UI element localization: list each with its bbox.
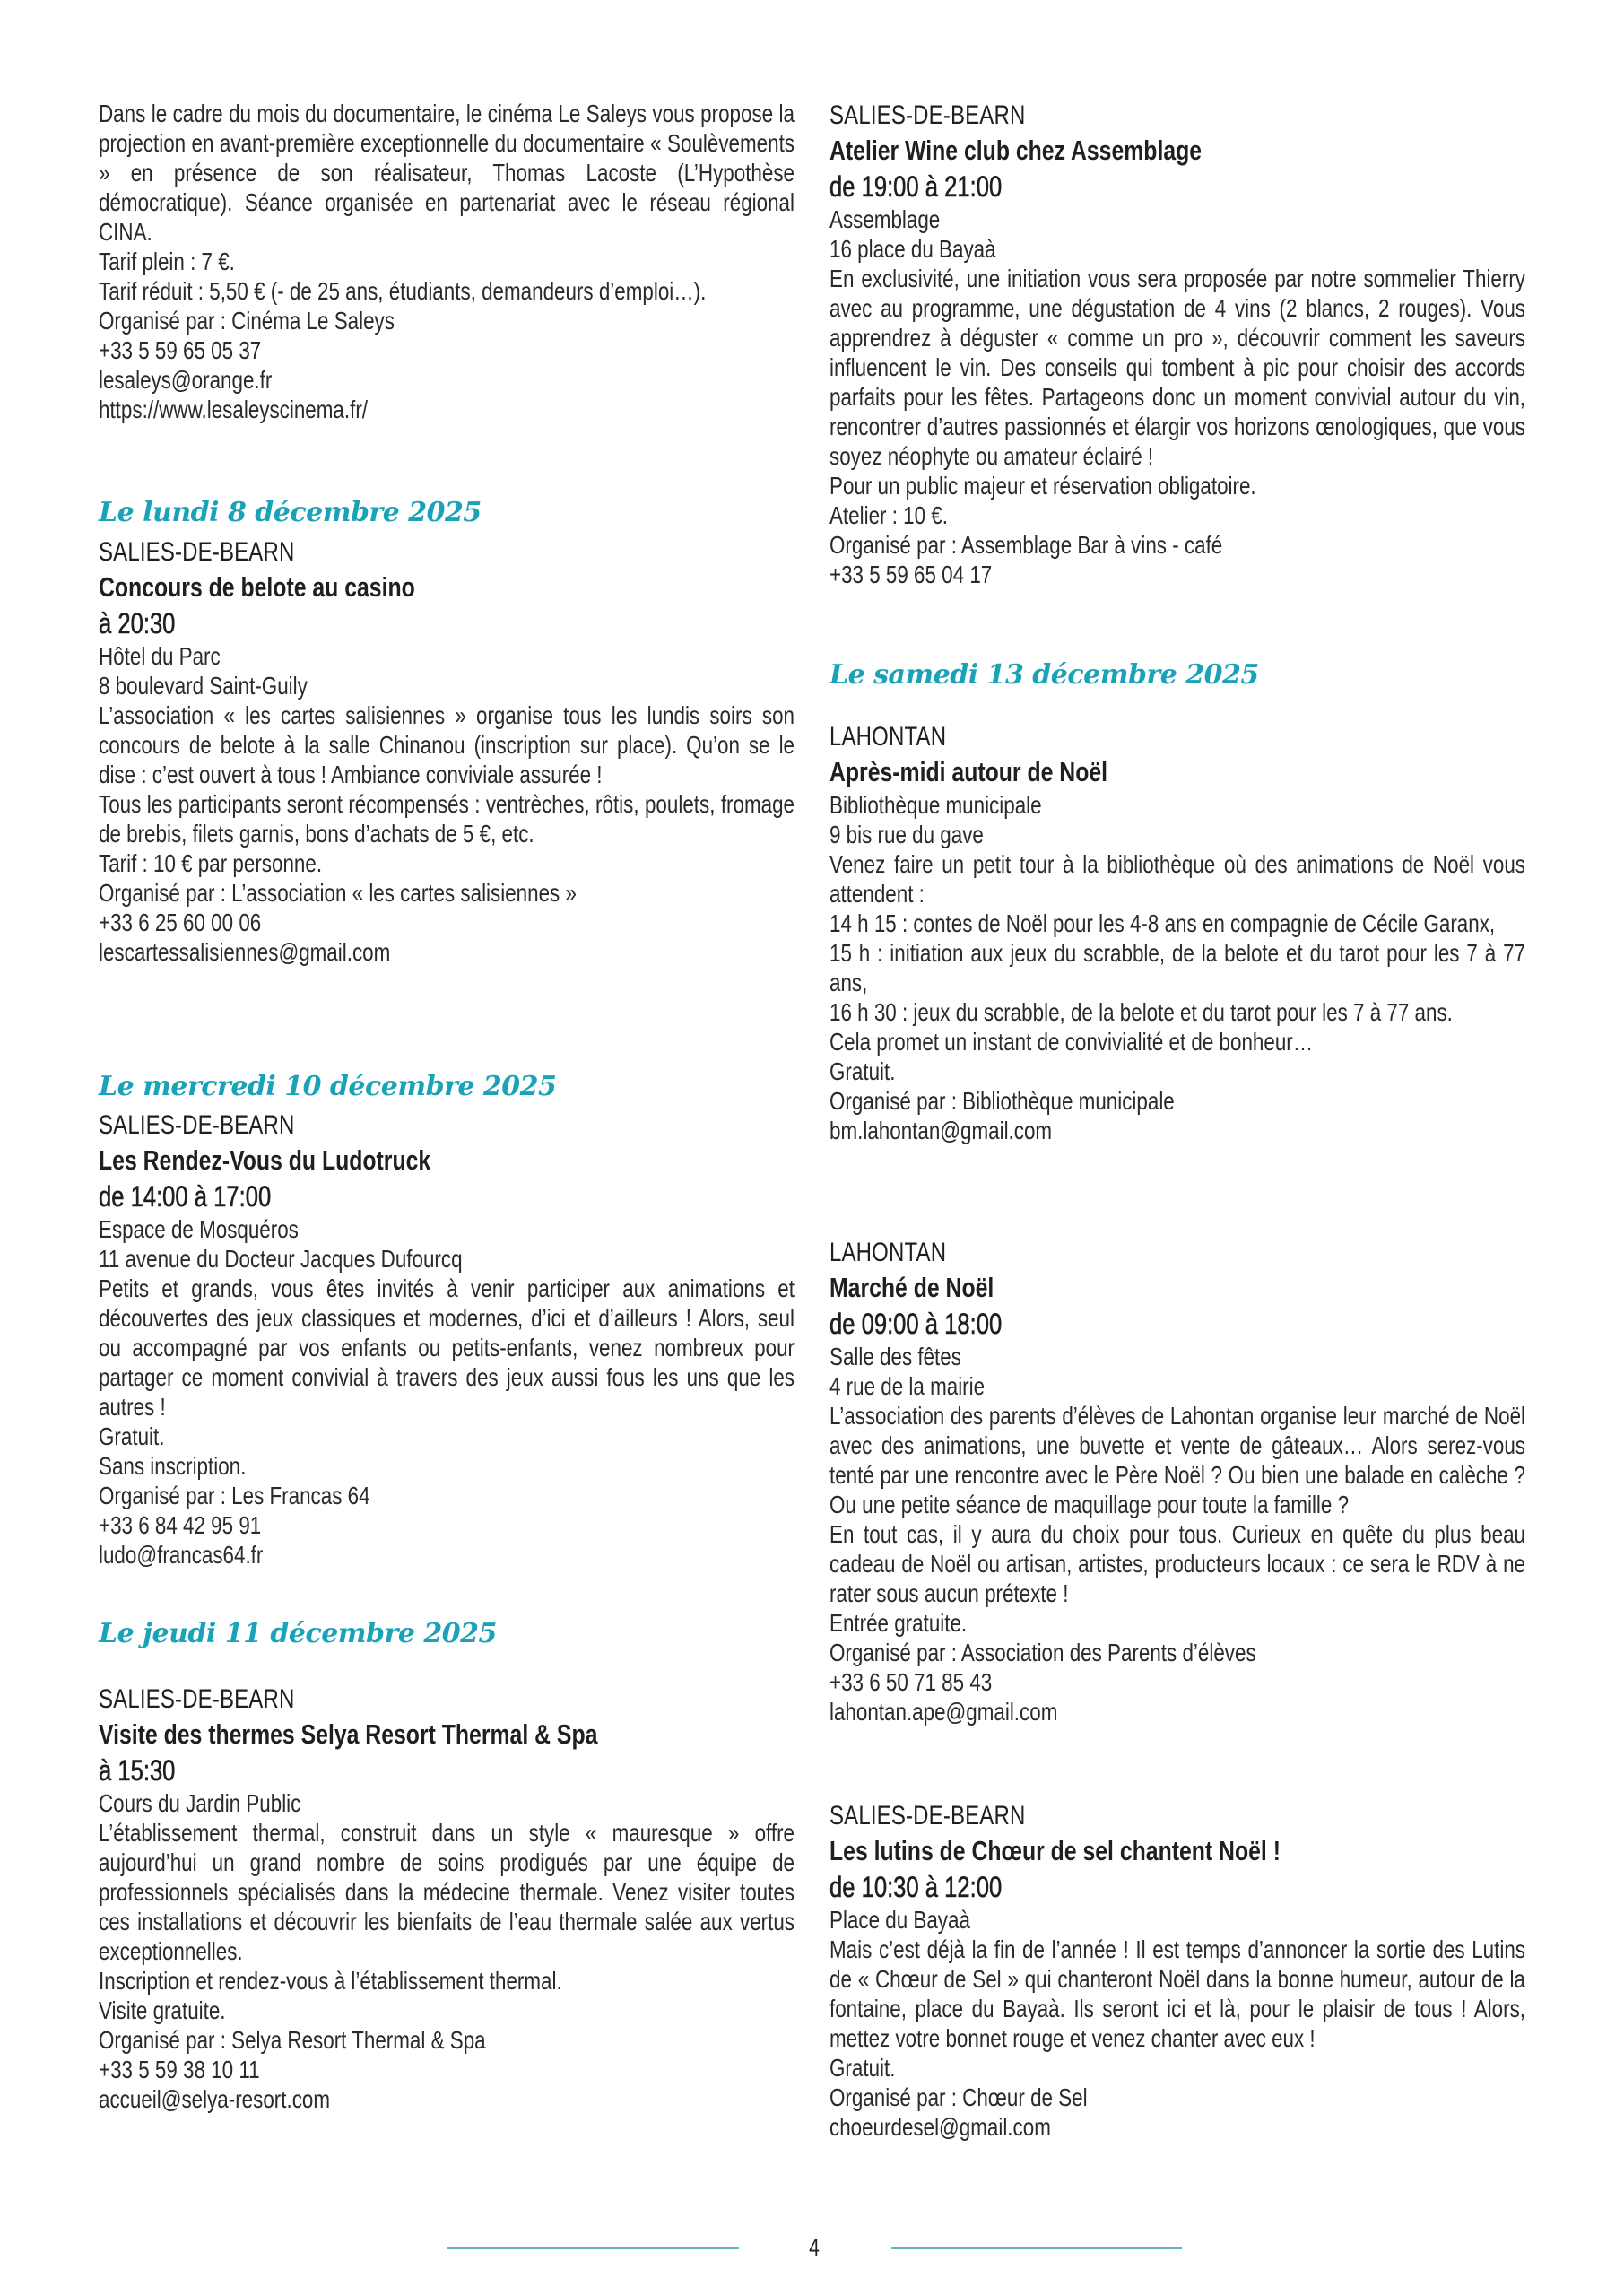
event-venue: Espace de Mosquéros (99, 1215, 299, 1243)
event-paragraph: En exclusivité, une initiation vous sera proposée par notre sommelier Thierry avec au programme, une dégustation de 4 vins (2 blancs, 2 rouges). Vous apprendrez à déguster « comme un pro », découvrir comment les saveurs influencent le vin. Des conseils qui tombent à pic pour choisir des accords parfaits pour les fêtes. Partageons donc un moment convivial autour du vin, rencontrer d’autres passionnés et élargir vos horizons œnologiques, que vous soyez néophyte ou amateur éclairé ! (829, 265, 1525, 470)
footer-divider-left (447, 2247, 739, 2249)
email-link[interactable]: choeurdesel@gmail.com (829, 2113, 1051, 2141)
price: Atelier : 10 €. (829, 501, 948, 529)
email-link[interactable]: lesaleys@orange.fr (99, 366, 273, 394)
event-city: SALIES-DE-BEARN (829, 1801, 1026, 1831)
phone[interactable]: +33 5 59 38 10 11 (99, 2056, 260, 2083)
event-venue: Place du Bayaà (829, 1906, 970, 1934)
event-marche-noel (829, 1236, 1624, 1726)
event-schedule-item: 14 h 15 : contes de Noël pour les 4-8 ans en compagnie de Cécile Garanx, (829, 909, 1496, 937)
price: Tarif : 10 € par personne. (99, 849, 323, 877)
registration: Sans inscription. (99, 1452, 247, 1480)
event-title: Marché de Noël (829, 1272, 994, 1303)
event-paragraph: En tout cas, il y aura du choix pour tous. Curieux en quête du plus beau cadeau de Noël ou artisan, artistes, producteurs locaux : ce sera le RDV à ne rater sous aucun prétexte ! (829, 1520, 1525, 1607)
event-city: SALIES-DE-BEARN (829, 100, 1026, 130)
event-address: 11 avenue du Docteur Jacques Dufourcq (99, 1245, 463, 1273)
event-paragraph: Petits et grands, vous êtes invités à venir participer aux animations et découvertes des jeux classiques et modernes, d’ici et d’ailleurs ! Alors, seul ou accompagné par vos enfants ou petits-enfants, venez nombreux pour partager ce moment convivial à travers des jeux aussi fous les uns que les autres ! (99, 1274, 795, 1421)
event-title: Concours de belote au casino (99, 571, 415, 603)
price: Gratuit. (99, 1422, 165, 1450)
phone[interactable]: +33 6 84 42 95 91 (99, 1511, 262, 1539)
event-city: SALIES-DE-BEARN (99, 537, 295, 567)
footer-divider-right (891, 2247, 1182, 2249)
event-city: SALIES-DE-BEARN (99, 1110, 295, 1140)
event-time: de 10:30 à 12:00 (829, 1871, 1003, 1903)
price: Entrée gratuite. (829, 1609, 968, 1637)
event-title: Les lutins de Chœur de sel chantent Noël ! (829, 1835, 1281, 1866)
organizer: Organisé par : L’association « les cartes salisiennes » (99, 879, 577, 907)
event-paragraph: Venez faire un petit tour à la bibliothèque où des animations de Noël vous attendent : (829, 850, 1525, 908)
email-link[interactable]: accueil@selya-resort.com (99, 2085, 331, 2113)
email-link[interactable]: ludo@francas64.fr (99, 1541, 264, 1569)
event-venue: Assemblage (829, 205, 941, 233)
event-address: 16 place du Bayaà (829, 235, 996, 263)
event-address: 4 rue de la mairie (829, 1372, 986, 1400)
price: Gratuit. (829, 1057, 896, 1085)
event-address: 8 boulevard Saint-Guily (99, 672, 308, 700)
email-link[interactable]: lescartessalisiennes@gmail.com (99, 938, 391, 966)
price: Gratuit. (829, 2054, 896, 2082)
organizer: Organisé par : Association des Parents d’élèves (829, 1639, 1256, 1666)
price-reduced: Tarif réduit : 5,50 € (- de 25 ans, étudiants, demandeurs d’emploi…). (99, 277, 707, 305)
organizer: Organisé par : Assemblage Bar à vins - café (829, 531, 1223, 559)
organizer: Organisé par : Chœur de Sel (829, 2083, 1088, 2111)
price-full: Tarif plein : 7 €. (99, 248, 235, 275)
event-time: de 09:00 à 18:00 (829, 1308, 1003, 1340)
event-city: LAHONTAN (829, 1238, 947, 1267)
event-schedule-item: 16 h 30 : jeux du scrabble, de la belote et du tarot pour les 7 à 77 ans. (829, 998, 1453, 1026)
event-city: LAHONTAN (829, 722, 947, 752)
event-venue: Bibliothèque municipale (829, 791, 1042, 819)
event-venue: Hôtel du Parc (99, 642, 221, 670)
event-title: Après-midi autour de Noël (829, 756, 1108, 787)
event-time: de 14:00 à 17:00 (99, 1180, 272, 1213)
phone[interactable]: +33 5 59 65 05 37 (99, 336, 262, 364)
event-title: Les Rendez-Vous du Ludotruck (99, 1144, 431, 1176)
event-address: 9 bis rue du gave (829, 821, 984, 848)
email-link[interactable]: bm.lahontan@gmail.com (829, 1117, 1053, 1144)
price: Visite gratuite. (99, 1996, 226, 2024)
event-venue: Salle des fêtes (829, 1343, 961, 1370)
event-paragraph: Mais c’est déjà la fin de l’année ! Il est temps d’annoncer la sortie des Lutins de « Chœur de Sel » qui chanteront Noël dans la bonne humeur, autour de la fontaine, place du Bayaà. Ils seront ici et là, pour le plaisir de tous ! Alors, mettez votre bonnet rouge et venez chanter avec eux ! (829, 1935, 1525, 2052)
registration: Inscription et rendez-vous à l’établissement thermal. (99, 1967, 562, 1995)
date-heading-samedi: Le samedi 13 décembre 2025 (829, 659, 1259, 691)
organizer: Organisé par : Selya Resort Thermal & Spa (99, 2026, 486, 2054)
organizer: Organisé par : Cinéma Le Saleys (99, 307, 395, 335)
event-paragraph: L’établissement thermal, construit dans un style « mauresque » offre aujourd’hui un grand nombre de soins prodigués par une équipe de professionnels spécialisés dans la médecine thermale. Venez visiter toutes ces installations et découvrir les bienfaits de l’eau thermale salée aux vertus exceptionnelles. (99, 1819, 795, 1965)
page-number: 4 (809, 2233, 820, 2261)
date-heading-mercredi: Le mercredi 10 décembre 2025 (99, 1071, 557, 1102)
audience-note: Pour un public majeur et réservation obligatoire. (829, 472, 1256, 500)
date-heading-lundi: Le lundi 8 décembre 2025 (99, 497, 482, 528)
event-venue: Cours du Jardin Public (99, 1789, 301, 1817)
event-description: Dans le cadre du mois du documentaire, le cinéma Le Saleys vous propose la projection en avant-première exceptionnelle du documentaire « Soulèvements » en présence de son réalisateur, Thomas Lacoste (L’Hypothèse démocratique). Séance organisée en partenariat avec le réseau régional CINA. (99, 100, 795, 246)
event-time: de 19:00 à 21:00 (829, 170, 1003, 203)
event-title: Visite des thermes Selya Resort Thermal & Spa (99, 1718, 598, 1750)
phone[interactable]: +33 6 50 71 85 43 (829, 1668, 993, 1696)
event-city: SALIES-DE-BEARN (99, 1684, 295, 1714)
event-schedule-item: 15 h : initiation aux jeux du scrabble, de la belote et du tarot pour les 7 à 77 ans, (829, 939, 1525, 996)
event-time: à 20:30 (99, 607, 176, 639)
event-title: Atelier Wine club chez Assemblage (829, 135, 1203, 166)
phone[interactable]: +33 5 59 65 04 17 (829, 561, 993, 588)
event-note: Cela promet un instant de convivialité et de bonheur… (829, 1028, 1314, 1056)
event-time: à 15:30 (99, 1754, 176, 1787)
event-paragraph: L’association des parents d’élèves de Lahontan organise leur marché de Noël avec des animations, une buvette et vente de gâteaux… Alors serez-vous tenté par une rencontre avec le Père Noël ? Ou bien une balade en calèche ? Ou une petite séance de maquillage pour toute la famille ? (829, 1402, 1525, 1518)
event-apres-midi-noel (829, 720, 1624, 1145)
date-heading-jeudi: Le jeudi 11 décembre 2025 (99, 1618, 497, 1649)
event-lutins-choeur (829, 1799, 1624, 2142)
event-paragraph: Tous les participants seront récompensés : ventrèches, rôtis, poulets, fromage de brebis, filets garnis, bons d’achats de 5 €, etc. (99, 790, 795, 848)
event-paragraph: L’association « les cartes salisiennes » organise tous les lundis soirs son concours de belote à la salle Chinanou (inscription sur place). Qu’on se le dise : c’est ouvert à tous ! Ambiance conviviale assurée ! (99, 701, 795, 788)
organizer: Organisé par : Les Francas 64 (99, 1482, 370, 1509)
email-link[interactable]: lahontan.ape@gmail.com (829, 1698, 1058, 1726)
event-wine-club (829, 99, 1624, 589)
organizer: Organisé par : Bibliothèque municipale (829, 1087, 1175, 1115)
website-link[interactable]: https://www.lesaleyscinema.fr/ (99, 396, 369, 423)
phone[interactable]: +33 6 25 60 00 06 (99, 909, 262, 936)
